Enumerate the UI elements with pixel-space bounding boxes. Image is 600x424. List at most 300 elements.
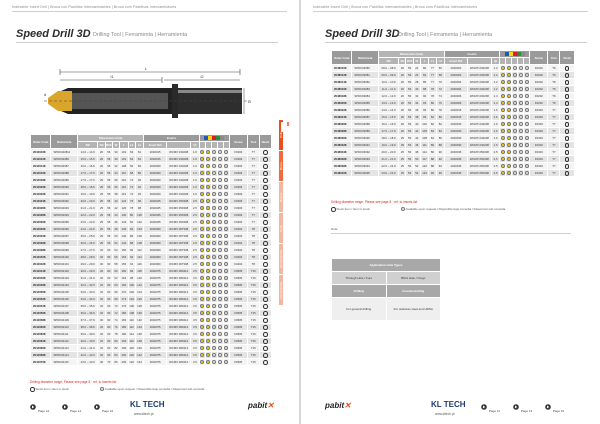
dim-cell: 60	[105, 282, 112, 289]
diameter-cell: 17.0 ~ 17.5	[77, 170, 97, 177]
grade-dot-icon	[525, 115, 529, 119]
torx-cell: T7	[247, 198, 259, 205]
dim-cell: 56	[105, 191, 112, 198]
insert-ref-cell: WCMX 050308	[167, 212, 191, 219]
order-code-cell: 20440428	[31, 261, 51, 268]
diameter-cell: 20.0 ~ 20.9	[77, 198, 97, 205]
dim-label-D: D	[248, 99, 251, 104]
grade-dot-icon	[212, 346, 216, 350]
page-arrow-icon[interactable]	[481, 404, 487, 410]
torx-cell: T15	[247, 296, 259, 303]
torx-cell: T8	[247, 247, 259, 254]
dim-col: L1	[129, 143, 134, 147]
reference-cell: SPDK04104	[51, 282, 77, 289]
insert-code-cell: 2040045	[445, 163, 468, 170]
order-code-cell: 20440588	[31, 317, 51, 324]
insert-code-cell: 2040075	[144, 275, 167, 282]
side-tab[interactable]: Broca	[279, 151, 283, 181]
screw-cell: F0505	[229, 310, 247, 317]
reference-cell: SPDK04105	[51, 289, 77, 296]
table-row[interactable]	[332, 128, 575, 135]
dim-cell: 88	[436, 142, 445, 149]
stock-icon	[263, 185, 268, 190]
product-subtitle: Drilling Tool | Ferramenta | Herramienta	[398, 32, 493, 38]
dim-cell: 80	[436, 114, 445, 121]
stock-icon	[263, 360, 268, 365]
table-row[interactable]	[31, 240, 272, 247]
side-tab[interactable]: Drills	[279, 120, 283, 150]
stock-cell	[560, 100, 575, 107]
app-header: Application Hole Types	[332, 259, 441, 272]
grade-dot-icon	[525, 129, 529, 133]
dim-cell: 32	[98, 268, 105, 275]
table-row[interactable]	[31, 275, 272, 282]
insert-qty-cell: 3.5	[191, 303, 199, 310]
torx-cell: T8	[247, 226, 259, 233]
col-grades	[199, 135, 229, 142]
dim-cell: 118	[135, 268, 144, 275]
dim-cell: 36	[112, 184, 119, 191]
screw-cell: F0303	[229, 198, 247, 205]
dim-cell: 134	[137, 325, 142, 329]
reference-cell: SPDK04095	[51, 219, 77, 226]
stock-icon	[263, 332, 268, 337]
dim-cell: 52	[112, 240, 119, 247]
side-tab[interactable]: Herramientas	[279, 244, 283, 274]
insert-qty-cell: 2.5	[191, 240, 199, 247]
grade-dot-icon	[501, 66, 505, 70]
dim-cell: 56	[105, 212, 112, 219]
insert-ref-cell: WCMX 030208	[467, 114, 491, 121]
dim-cell: 32	[98, 324, 105, 331]
reference-cell: SPDK04114	[51, 352, 77, 359]
table-row[interactable]	[332, 100, 575, 107]
dim-cell: 25	[399, 163, 406, 170]
torx-cell: T7	[247, 212, 259, 219]
dim-cell: 114	[422, 150, 427, 154]
grade-dot-icon	[206, 171, 210, 175]
dim-cell: 60	[105, 310, 112, 317]
legend-request: Available upon request / Disponible bajo consulta / Disponível sob consulta	[100, 387, 204, 391]
table-row[interactable]	[31, 310, 272, 317]
grade-dot-icon	[200, 339, 204, 343]
dim-cell: 20	[98, 156, 105, 163]
order-code-cell: 20440568	[31, 310, 51, 317]
grade-dot-icon	[501, 87, 505, 91]
diameter-cell: 09.0 ~ 09.9	[378, 72, 398, 79]
stock-icon	[263, 276, 268, 281]
table-row[interactable]	[332, 170, 575, 177]
dim-cell: 118	[129, 346, 134, 350]
grade-dot-icon	[519, 73, 523, 77]
dim-cell: 150	[121, 248, 127, 252]
dim-cell: 190	[121, 332, 127, 336]
table-row[interactable]	[31, 345, 272, 352]
table-row[interactable]	[332, 163, 575, 170]
insert-ref-cell: WCMX 040208	[167, 163, 191, 170]
table-row[interactable]	[332, 65, 575, 72]
header-rule	[313, 11, 588, 12]
grade-dot-icon	[525, 171, 529, 175]
product-title: Speed Drill 3D	[16, 28, 91, 40]
dim-cell: 80	[429, 107, 436, 114]
torx-cell: T15	[247, 324, 259, 331]
table-row[interactable]	[31, 212, 272, 219]
table-row[interactable]	[31, 163, 272, 170]
table-row[interactable]	[31, 191, 272, 198]
insert-qty-cell: 3.5	[191, 359, 199, 366]
diameter-cell: 38.0 ~ 38.9	[77, 324, 97, 331]
grade-dot-icon	[513, 115, 517, 119]
grade-dot-icon	[224, 269, 228, 273]
table-row[interactable]	[332, 93, 575, 100]
dim-cell: 116	[135, 261, 144, 268]
dim-col: W	[112, 142, 119, 149]
diameter-cell: 41.0 ~ 41.9	[77, 345, 97, 352]
stock-icon	[263, 248, 268, 253]
diameter-cell: 35.0 ~ 35.9	[77, 303, 97, 310]
table-row[interactable]	[31, 352, 272, 359]
col-grades	[500, 51, 530, 58]
insert-col: Insert Ref	[144, 142, 167, 149]
dim-cell: 206	[121, 360, 127, 364]
grade-dot-icon	[224, 227, 228, 231]
table-row[interactable]	[31, 247, 272, 254]
dim-cell: 36	[112, 177, 119, 184]
grade-dot-icon	[206, 332, 210, 336]
dim-cell: 117	[422, 157, 427, 161]
table-row[interactable]	[332, 79, 575, 86]
page-arrow-icon[interactable]	[94, 404, 100, 410]
dim-cell: 25	[98, 191, 105, 198]
grade-dot-icon	[218, 255, 222, 259]
order-code-cell: 20440328	[31, 226, 51, 233]
page-link[interactable]: Page 16	[102, 409, 114, 413]
reference-cell: SPDK04110	[51, 324, 77, 331]
diameter-cell: 40.0 ~ 40.9	[77, 338, 97, 345]
dim-cell: 26	[413, 72, 420, 79]
side-tab[interactable]: Tools	[279, 213, 283, 243]
dim-cell: 108	[422, 136, 427, 140]
page-link[interactable]: Page 13	[521, 409, 533, 413]
diameter-cell: 21.0 ~ 21.9	[77, 205, 97, 212]
grade-dot-icon	[212, 339, 216, 343]
grade-dot-icon	[218, 360, 222, 364]
table-row[interactable]	[31, 261, 272, 268]
grade-dot-icon	[212, 150, 216, 154]
dim-cell: 32	[112, 163, 119, 170]
table-row[interactable]	[31, 317, 272, 324]
screw-cell: F0505	[229, 352, 247, 359]
grade-dot-icon	[218, 157, 222, 161]
screw-cell: F0303	[530, 163, 548, 170]
grade-dot-icon	[200, 185, 204, 189]
diameter-cell: 43.0 ~ 43.9	[77, 359, 97, 366]
grade-dot-icon	[519, 143, 523, 147]
table-row[interactable]	[31, 184, 272, 191]
stock-icon	[263, 318, 268, 323]
dim-cell: 86	[429, 142, 436, 149]
page-arrow-icon[interactable]	[545, 404, 551, 410]
dim-col: ØD	[378, 58, 398, 65]
grade-dot-icon	[224, 241, 228, 245]
reference-cell: SPDK04092	[51, 198, 77, 205]
table-row[interactable]	[31, 198, 272, 205]
dim-cell: 84	[429, 135, 436, 142]
dim-cell: 180	[121, 311, 127, 315]
dim-cell: 119	[121, 192, 127, 196]
dim-cell: 99	[420, 114, 428, 121]
table-row[interactable]	[332, 72, 575, 79]
dim-cell: 122	[121, 199, 127, 203]
dim-cell: 28	[413, 79, 420, 86]
grade-dot-icon	[507, 87, 511, 91]
order-code-cell: 20480228	[332, 107, 352, 114]
grade-dot-icon	[212, 241, 216, 245]
col-torx: Torx	[247, 135, 259, 149]
insert-ref-cell: WCMX 080412	[167, 268, 191, 275]
dim-col: L2	[436, 58, 445, 65]
page-arrow-icon[interactable]	[30, 404, 36, 410]
table-row[interactable]	[31, 219, 272, 226]
table-row[interactable]	[332, 142, 575, 149]
dim-cell: 60	[105, 247, 112, 254]
dim-cell: 40	[98, 359, 105, 366]
table-row[interactable]	[31, 331, 272, 338]
order-code-cell: 20440488	[31, 282, 51, 289]
diameter-cell: 33.0 ~ 33.9	[77, 289, 97, 296]
dim-cell: 20	[399, 107, 406, 114]
stock-cell	[259, 303, 271, 310]
reference-cell: SPDK04115	[51, 359, 77, 366]
dim-cell: 138	[137, 339, 142, 343]
grade-dot-icon	[224, 178, 228, 182]
table-row[interactable]	[332, 86, 575, 93]
dim-cell: 30	[413, 86, 420, 93]
stock-cell	[259, 359, 271, 366]
dim-cell: 93	[420, 100, 428, 107]
dim-cell: 60	[105, 303, 112, 310]
table-row[interactable]	[332, 107, 575, 114]
table-row[interactable]	[31, 289, 272, 296]
grade-dot-icon	[513, 129, 517, 133]
dim-cell: 44	[413, 135, 420, 142]
torx-cell: T7	[548, 163, 560, 170]
dim-cell: 56	[105, 163, 112, 170]
table-row[interactable]	[31, 149, 272, 156]
torx-cell: T15	[247, 317, 259, 324]
grade-dot-icon	[200, 311, 204, 315]
dim-cell: 25	[98, 205, 105, 212]
stock-icon	[565, 101, 570, 106]
table-row[interactable]	[332, 156, 575, 163]
stock-cell	[560, 79, 575, 86]
dim-cell: 56	[105, 219, 112, 226]
dim-cell: 68	[436, 72, 445, 79]
order-code-cell: 20480388	[332, 163, 352, 170]
table-row[interactable]	[332, 135, 575, 142]
order-code-cell: 20480148	[332, 79, 352, 86]
grade-dot-icon	[525, 157, 529, 161]
table-row[interactable]	[332, 121, 575, 128]
insert-ref-cell: WCMX 040208	[167, 177, 191, 184]
left-spec-table	[30, 134, 272, 366]
dim-cell: 46	[112, 219, 119, 226]
order-code-cell: 20480208	[332, 100, 352, 107]
table-row[interactable]	[31, 156, 272, 163]
table-row[interactable]	[31, 226, 272, 233]
grade-dot-icon	[218, 353, 222, 357]
stock-icon	[565, 150, 570, 155]
insert-qty-cell: 2.5	[191, 198, 199, 205]
screw-cell: F0303	[229, 191, 247, 198]
screw-cell: F0202	[530, 100, 548, 107]
torx-cell: T6	[548, 79, 560, 86]
side-tab[interactable]: Ferramentas	[279, 275, 283, 305]
dim-cell: 25	[399, 149, 406, 156]
torx-cell: T15	[247, 331, 259, 338]
screw-cell: F0505	[229, 345, 247, 352]
kltech-url[interactable]: www.kltech.pt	[134, 412, 154, 416]
kltech-url[interactable]: www.kltech.pt	[435, 412, 455, 416]
grade-dot-icon	[224, 185, 228, 189]
insert-qty-cell: 3.5	[191, 352, 199, 359]
dim-cell: 32	[98, 275, 105, 282]
app-val-countersinking: For stainless steel and HRSA	[386, 298, 441, 321]
insert-qty-cell: 1.6	[191, 184, 199, 191]
side-tab[interactable]: Brocas	[279, 182, 283, 212]
stock-cell	[259, 275, 271, 282]
stock-icon	[263, 192, 268, 197]
reference-cell: SPDK03088	[352, 121, 378, 128]
dim-cell: 20	[399, 128, 406, 135]
grade-dot-icon	[218, 269, 222, 273]
dim-cell: 72	[112, 310, 119, 317]
dim-cell: 140	[137, 346, 142, 350]
order-code-cell: 20480308	[332, 135, 352, 142]
dim-cell: 32	[98, 310, 105, 317]
dim-cell: 25	[399, 156, 406, 163]
stock-cell	[259, 324, 271, 331]
reference-cell: SPDK03089	[352, 128, 378, 135]
grade-dot-icon	[224, 199, 228, 203]
insert-qty-cell: 1.6	[491, 135, 499, 142]
dim-cell: 20	[98, 149, 105, 156]
table-row[interactable]	[31, 303, 272, 310]
diameter-cell: 34.0 ~ 34.9	[77, 296, 97, 303]
dim-cell: 34	[112, 170, 119, 177]
dim-cell: 63	[128, 156, 135, 163]
dim-cell: 112	[135, 247, 144, 254]
table-row[interactable]	[31, 170, 272, 177]
dim-cell: 56	[406, 79, 413, 86]
stock-cell	[259, 268, 271, 275]
insert-qty-col: Qt	[191, 142, 199, 149]
dim-cell: 88	[420, 86, 428, 93]
dim-cell: 90	[420, 93, 428, 100]
stock-icon	[263, 241, 268, 246]
table-row[interactable]	[31, 233, 272, 240]
stock-icon	[565, 171, 570, 176]
page-link[interactable]: Page 12	[38, 409, 50, 413]
diameter-cell: 14.0 ~ 14.9	[77, 149, 97, 156]
stock-icon	[263, 213, 268, 218]
stock-cell	[259, 163, 271, 170]
table-row[interactable]	[31, 205, 272, 212]
dim-cell: 77	[429, 65, 436, 72]
dim-cell: 66	[128, 163, 135, 170]
table-row[interactable]	[332, 114, 575, 121]
dim-cell: 56	[406, 142, 413, 149]
insert-code-cell: 2040030	[144, 184, 167, 191]
page-arrow-icon[interactable]	[513, 404, 519, 410]
screw-cell: F0303	[229, 170, 247, 177]
dim-cell: 102	[137, 220, 142, 224]
grade-dot-icon	[212, 304, 216, 308]
grade-dot-icon	[206, 157, 210, 161]
grade-dot-icon	[224, 192, 228, 196]
dim-label-L: L	[144, 66, 148, 71]
stock-cell	[259, 191, 271, 198]
dim-cell: 60	[105, 268, 112, 275]
screw-cell: F0404	[229, 233, 247, 240]
table-row[interactable]	[31, 177, 272, 184]
grade-dot-icon	[206, 346, 210, 350]
table-row[interactable]	[31, 359, 272, 366]
dim-col: Ød	[99, 143, 104, 147]
grade-dot-icon	[224, 283, 228, 287]
dim-cell: 60	[105, 345, 112, 352]
page-link[interactable]: Page 14	[70, 409, 82, 413]
grade-dot-icon	[200, 290, 204, 294]
grade-dot-icon	[224, 304, 228, 308]
grade-dot-icon	[206, 318, 210, 322]
table-row[interactable]	[31, 268, 272, 275]
insert-qty-cell: 1.6	[191, 163, 199, 170]
insert-code-cell: 2040030	[445, 142, 468, 149]
diameter-cell: 12.0 ~ 12.9	[378, 93, 398, 100]
grade-dot-icon	[206, 255, 210, 259]
page-link[interactable]: Page 15	[553, 409, 565, 413]
reference-cell: SPDK03091	[352, 142, 378, 149]
table-row[interactable]	[31, 296, 272, 303]
grade-dot-icon	[212, 171, 216, 175]
grade-dot-icon	[525, 143, 529, 147]
reference-cell: SPDK03093	[352, 156, 378, 163]
dim-cell: 76	[112, 324, 119, 331]
page-arrow-icon[interactable]	[62, 404, 68, 410]
col-reference: Referência	[352, 51, 378, 65]
grade-dot-icon	[218, 185, 222, 189]
grade-dot-icon	[513, 101, 517, 105]
grade-dot-icon	[501, 80, 505, 84]
table-row[interactable]	[332, 149, 575, 156]
insert-code-cell: 2040015	[445, 114, 468, 121]
grade-dot-icon	[200, 192, 204, 196]
diameter-cell: 29.0 ~ 29.9	[77, 261, 97, 268]
insert-ref-cell: WCMX 040208	[467, 121, 491, 128]
table-row[interactable]	[31, 338, 272, 345]
screw-cell: F0202	[530, 65, 548, 72]
table-row[interactable]	[31, 324, 272, 331]
insert-ref-cell: WCMX 030208	[167, 156, 191, 163]
stock-cell	[259, 184, 271, 191]
table-row[interactable]	[31, 282, 272, 289]
page-link[interactable]: Page 11	[489, 409, 500, 413]
dim-cell: 82	[429, 114, 436, 121]
insert-ref-cell: WCMX 050308	[467, 163, 491, 170]
table-row[interactable]	[31, 254, 272, 261]
